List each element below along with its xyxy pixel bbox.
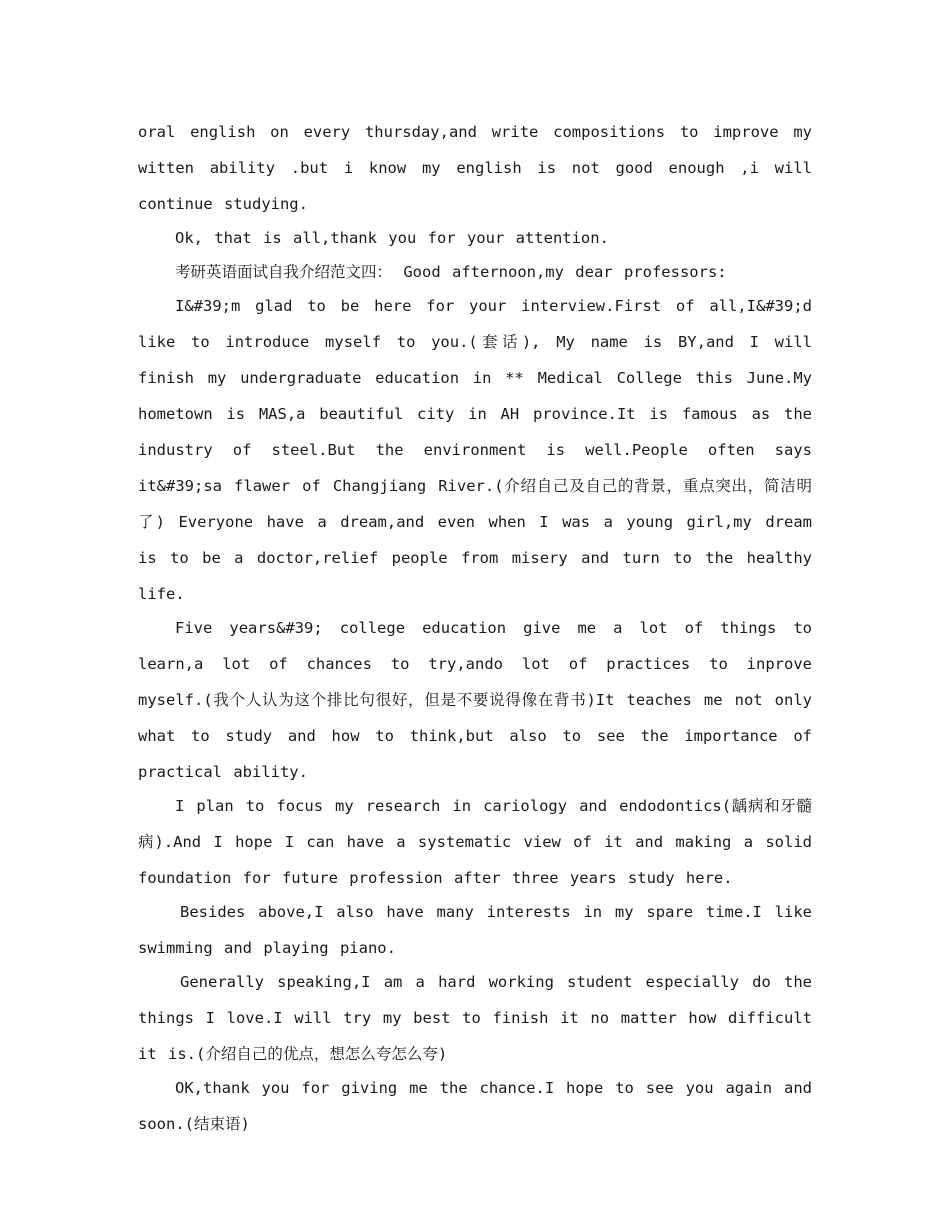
- paragraph-closing-1: Ok, that is all,thank you for your attention.: [175, 229, 609, 247]
- paragraph-research-plan: I plan to focus my research in cariology and endodontics(龋病和牙髓病).And I hope I can have a systematic view of it and making a solid foundation for future profession after three years study here.: [138, 797, 812, 887]
- paragraph-education: Five years&#39; college education give me a lot of things to learn,a lot of chances to try,ando lot of practices to inprove myself.(我个人认为这个排比句很好，但是不要说得像在背书)It teaches me not only what to study and how to think,but also to see the importance of practical ability.: [138, 619, 812, 781]
- paragraph-strengths: Generally speaking,I am a hard working student especially do the things I love.I will try my best to finish it no matter how difficult it is.(介绍自己的优点，想怎么夸怎么夸): [138, 973, 812, 1063]
- paragraph-closing-2: OK,thank you for giving me the chance.I hope to see you again and soon.(结束语): [138, 1079, 812, 1133]
- section-heading-sample-four: 考研英语面试自我介绍范文四： Good afternoon,my dear professors:: [175, 263, 727, 281]
- paragraph-interests: Besides above,I also have many interests in my spare time.I like swimming and playing piano.: [138, 903, 812, 957]
- document-body: [138, 114, 812, 1140]
- paragraph-introduction: I&#39;m glad to be here for your interview.First of all,I&#39;d like to introduce myself to you.(套话), My name is BY,and I will finish my undergraduate education in ** Medical College this June.My hometown is MAS,a beautiful city in AH province.It is famous as the industry of steel.But the environment is well.People often says it&#39;sa flawer of Changjiang River.(介绍自己及自己的背景，重点突出，简洁明了) Everyone have a dream,and even when I was a young girl,my dream is to be a doctor,relief people from misery and turn to the healthy life.: [138, 297, 812, 603]
- paragraph-continuation: oral english on every thursday,and write compositions to improve my witten ability .but i know my english is not good enough ,i will continue studying.: [138, 123, 812, 213]
